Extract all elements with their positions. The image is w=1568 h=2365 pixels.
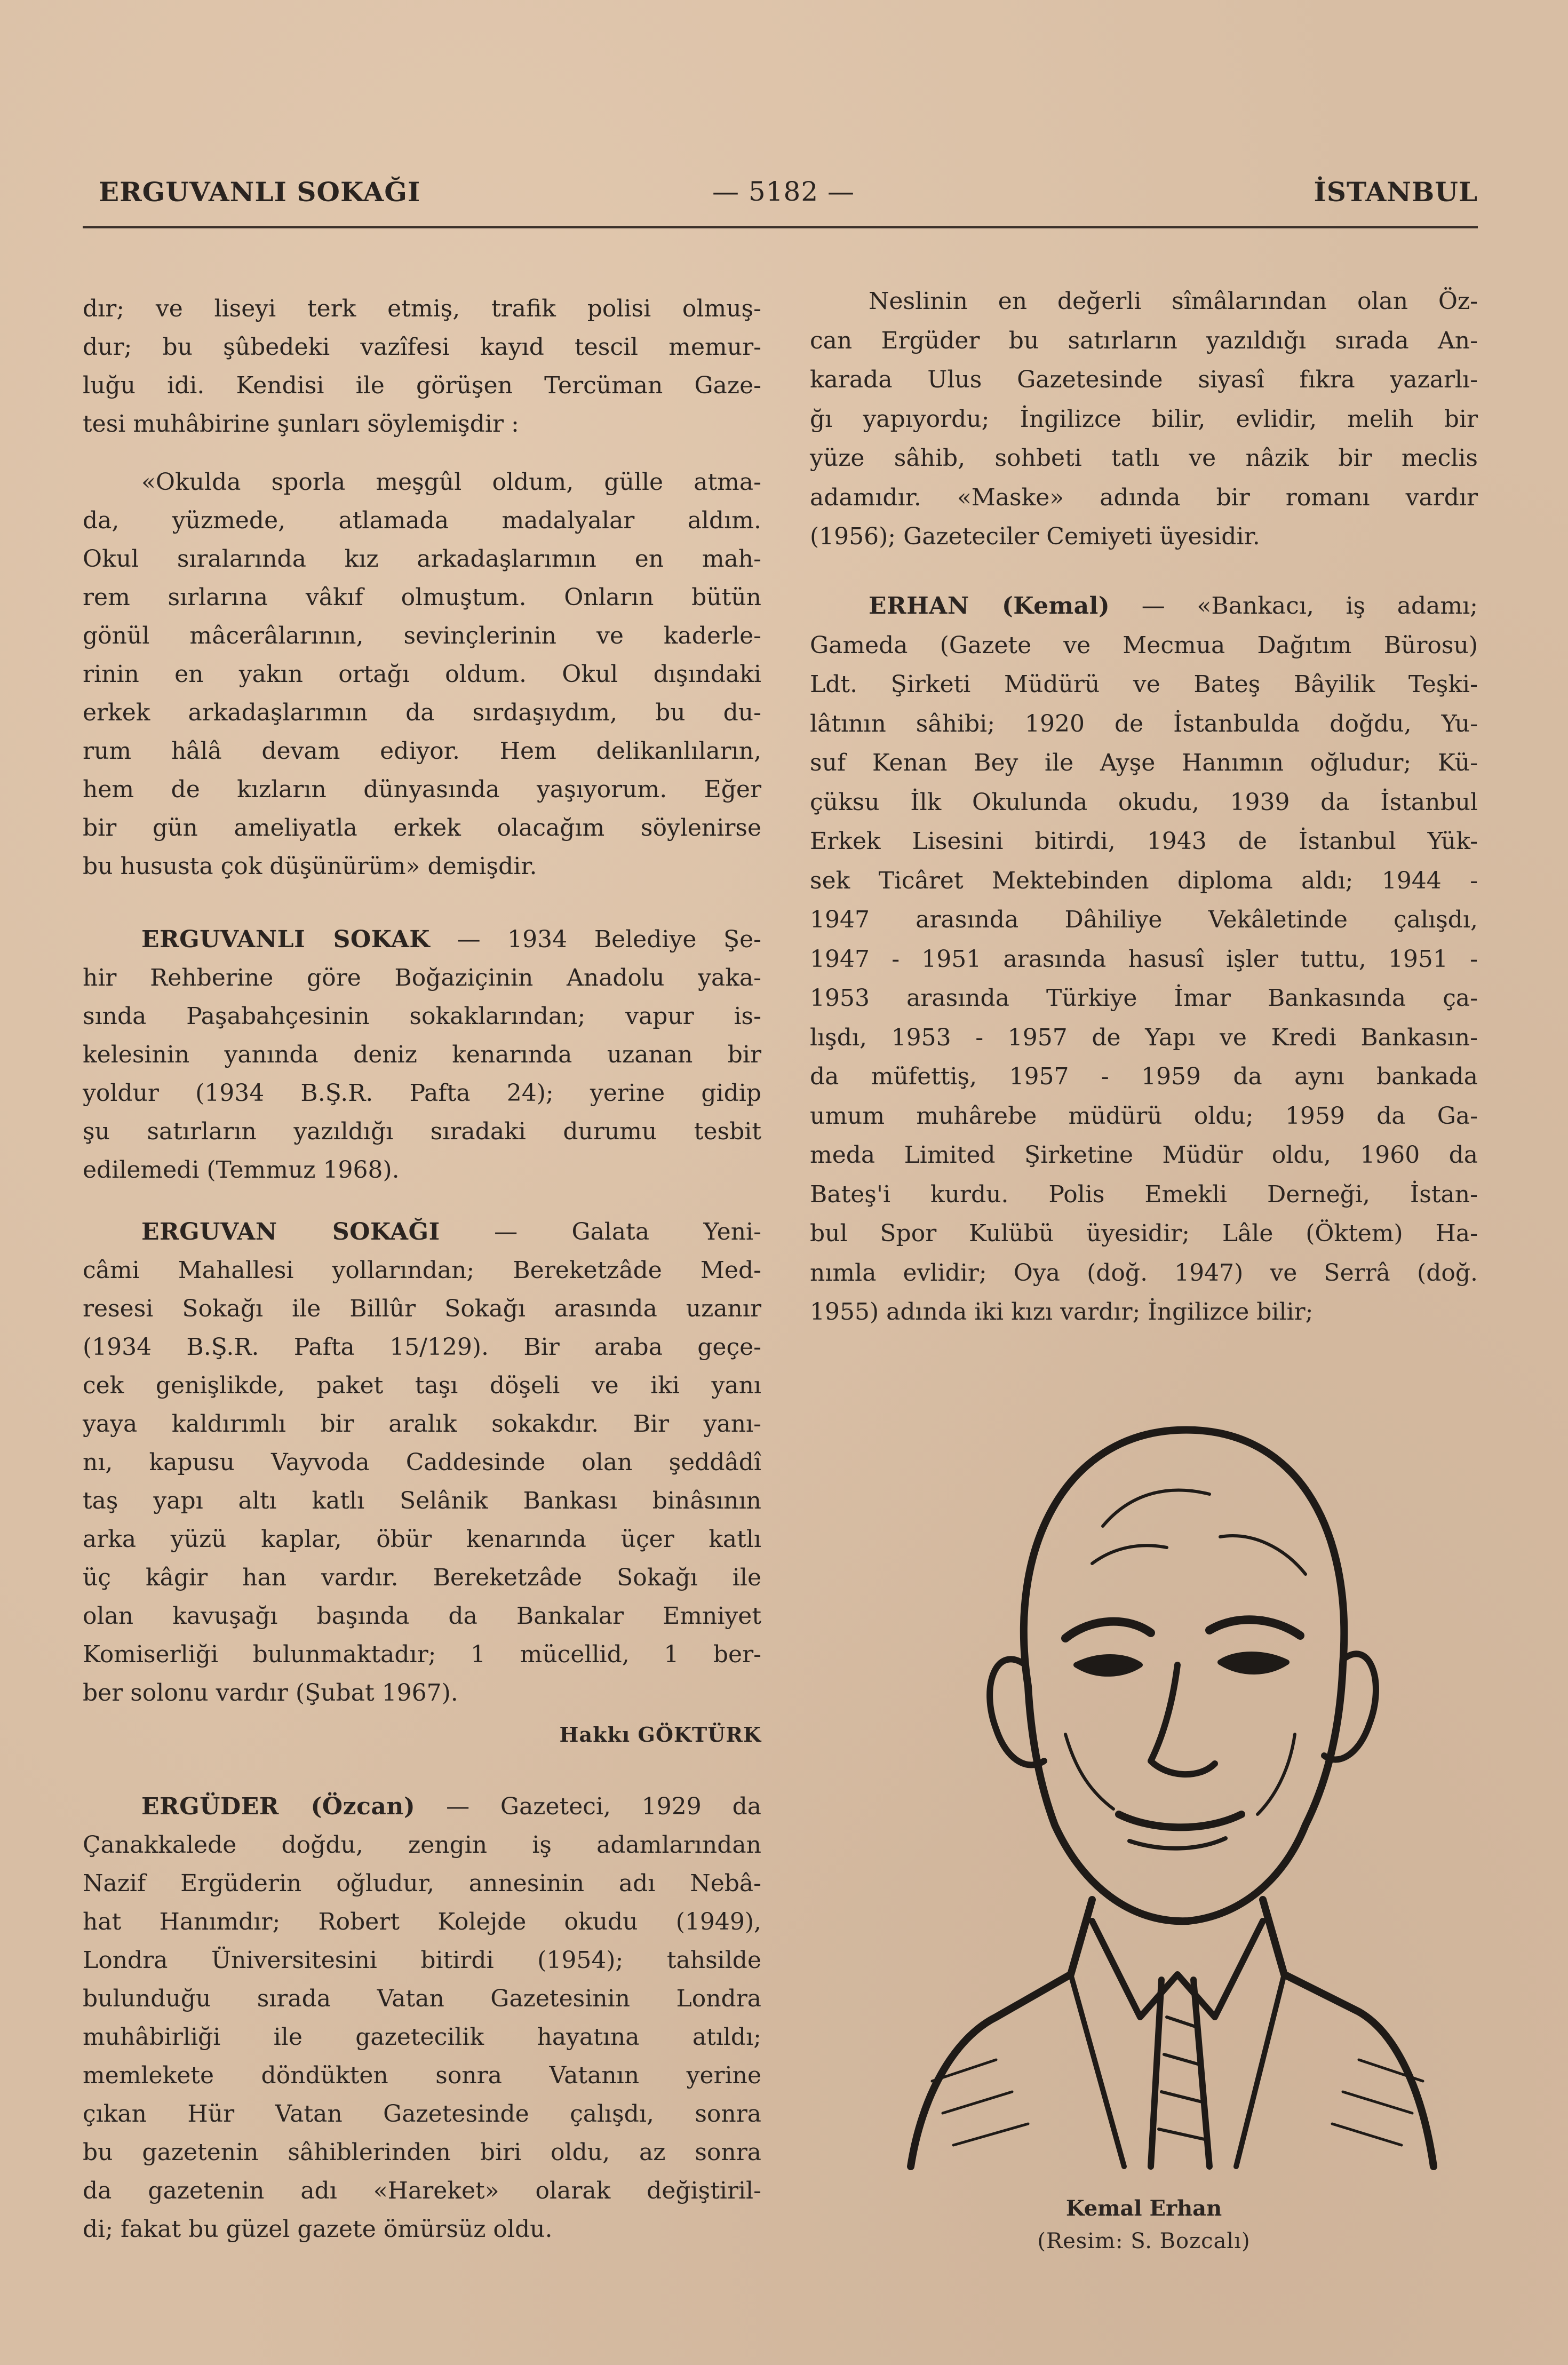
text-line: dur; bu şûbedeki vazîfesi kayıd tescil memur- xyxy=(83,334,761,361)
text-line: hir Rehberine göre Boğaziçinin Anadolu yaka- xyxy=(83,964,761,991)
text-line: da gazetenin adı «Hareket» olarak değiştiril- xyxy=(83,2177,761,2204)
text-line: Gameda (Gazete ve Mecmua Dağıtım Bürosu) xyxy=(810,631,1478,659)
text-line: dır; ve liseyi terk etmiş, trafik polisi olmuş- xyxy=(83,295,761,322)
text-line: (1934 B.Ş.R. Pafta 15/129). Bir araba geçe- xyxy=(83,1334,761,1361)
text-line: cek genişlikde, paket taşı döşeli ve iki yanı xyxy=(83,1372,761,1399)
portrait-illustration xyxy=(889,1387,1447,2172)
text-line: da, yüzmede, atlamada madalyalar aldım. xyxy=(83,507,761,534)
entry-erguvan-sokagi xyxy=(83,1213,761,1712)
text-line: çüksu İlk Okulunda okudu, 1939 da İstanbul xyxy=(810,788,1478,816)
entry-text: — Gazeteci, 1929 da xyxy=(415,1793,762,1820)
text-line: luğu idi. Kendisi ile görüşen Tercüman Gaze- xyxy=(83,372,761,399)
text-line: 1953 arasında Türkiye İmar Bankasında ça- xyxy=(810,985,1478,1012)
text-line: suf Kenan Bey ile Ayşe Hanımın oğludur; Kü- xyxy=(810,749,1478,776)
text-line: tesi muhâbirine şunları söylemişdir : xyxy=(83,410,519,438)
text-line: umum muhârebe müdürü oldu; 1959 da Ga- xyxy=(810,1102,1478,1130)
text-line: bul Spor Kulübü üyesidir; Lâle (Öktem) Ha- xyxy=(810,1220,1478,1247)
text-line: sek Ticâret Mektebinden diploma aldı; 1944 - xyxy=(810,867,1478,894)
text-line xyxy=(810,586,1478,626)
text-line: yaya kaldırımlı bir aralık sokakdır. Bir yanı- xyxy=(83,1410,761,1438)
text-line: muhâbirliği ile gazetecilik hayatına atıldı; xyxy=(83,2023,761,2051)
text-line: kelesinin yanında deniz kenarında uzanan bir xyxy=(83,1041,761,1068)
text-line: arka yüzü kaplar, öbür kenarında üçer katlı xyxy=(83,1526,761,1553)
text-line: memlekete döndükten sonra Vatanın yerine xyxy=(83,2062,761,2089)
text-line: da müfettiş, 1957 - 1959 da aynı bankada xyxy=(810,1063,1478,1090)
text-line: hat Hanımdır; Robert Kolejde okudu (1949), xyxy=(83,1908,761,1935)
text-line: yüze sâhib, sohbeti tatlı ve nâzik bir meclis xyxy=(810,445,1478,472)
header-rule xyxy=(83,226,1478,228)
text-line: nımla evlidir; Oya (doğ. 1947) ve Serrâ (doğ. xyxy=(810,1259,1478,1287)
quote-paragraph xyxy=(83,463,761,886)
paragraph xyxy=(83,290,761,443)
text-line xyxy=(83,1213,761,1251)
portrait-caption-name: Kemal Erhan xyxy=(1065,2196,1222,2221)
text-line xyxy=(83,920,761,959)
text-line: Neslinin en değerli sîmâlarından olan Öz- xyxy=(869,288,1478,315)
text-line: olan kavuşağı başında da Bankalar Emniyet xyxy=(83,1602,761,1630)
text-line: hem de kızların dünyasında yaşıyorum. Eğer xyxy=(83,776,761,803)
entry-text: — «Bankacı, iş adamı; xyxy=(1110,592,1478,620)
text-line: 1947 arasında Dâhiliye Vekâletinde çalışdı, xyxy=(810,906,1478,933)
text-line: Çanakkalede doğdu, zengin iş adamlarından xyxy=(83,1831,761,1859)
text-line: Komiserliği bulunmaktadır; 1 mücellid, 1 ber- xyxy=(83,1641,761,1668)
text-line: bir gün ameliyatla erkek olacağım söylenirse xyxy=(83,814,761,842)
entry-erhan xyxy=(810,586,1478,1332)
entry-headword: ERGUVAN SOKAĞI xyxy=(141,1218,440,1245)
text-line: Erkek Lisesini bitirdi, 1943 de İstanbul Yük- xyxy=(810,828,1478,855)
text-line: resesi Sokağı ile Billûr Sokağı arasında uzanır xyxy=(83,1295,761,1322)
page-number: — 5182 — xyxy=(712,176,855,207)
entry-headword: ERGUVANLI SOKAK xyxy=(141,926,431,953)
text-line: şu satırların yazıldığı sıradaki durumu tesbit xyxy=(83,1118,761,1145)
entry-headword: ERHAN (Kemal) xyxy=(869,592,1110,620)
text-line: erkek arkadaşlarımın da sırdaşıydım, bu du- xyxy=(83,699,761,726)
entry-text: — Galata Yeni- xyxy=(440,1218,761,1245)
text-line: nı, kapusu Vayvoda Caddesinde olan şeddâdî xyxy=(83,1449,761,1476)
text-line: gönül mâcerâlarının, sevinçlerinin ve kaderle- xyxy=(83,622,761,649)
text-line: «Okulda sporla meşgûl oldum, gülle atma- xyxy=(141,469,761,496)
running-head-left: ERGUVANLI SOKAĞI xyxy=(99,176,421,208)
text-line: çıkan Hür Vatan Gazetesinde çalışdı, sonra xyxy=(83,2100,761,2128)
text-line: adamıdır. «Maske» adında bir romanı vardır xyxy=(810,483,1478,511)
text-line: Okul sıralarında kız arkadaşlarımın en mah- xyxy=(83,545,761,573)
text-line: meda Limited Şirketine Müdür oldu, 1960 da xyxy=(810,1141,1478,1169)
text-line: yoldur (1934 B.Ş.R. Pafta 24); yerine gidip xyxy=(83,1080,761,1107)
text-line: rinin en yakın ortağı oldum. Okul dışındaki xyxy=(83,661,761,688)
text-line: 1955) adında iki kızı vardır; İngilizce bilir; xyxy=(810,1298,1314,1326)
text-line: rum hâlâ devam ediyor. Hem delikanlıların, xyxy=(83,737,761,765)
text-line: Ldt. Şirketi Müdürü ve Bateş Bâyilik Teşki- xyxy=(810,671,1478,698)
text-line: 1947 - 1951 arasında hasusî işler tuttu, 1951 - xyxy=(810,945,1478,973)
text-line: câmi Mahallesi yollarından; Bereketzâde Med- xyxy=(83,1257,761,1284)
text-line: rem sırlarına vâkıf olmuştum. Onların bütün xyxy=(83,584,761,611)
paragraph xyxy=(810,282,1478,557)
entry-headword: ERGÜDER (Özcan) xyxy=(141,1793,416,1820)
text-line: bulunduğu sırada Vatan Gazetesinin Londra xyxy=(83,1985,761,2012)
text-line: ber solonu vardır (Şubat 1967). xyxy=(83,1679,458,1707)
text-line: Nazif Ergüderin oğludur, annesinin adı Nebâ- xyxy=(83,1870,761,1897)
text-line: can Ergüder bu satırların yazıldığı sırada An- xyxy=(810,327,1478,354)
entry-erguvanli-sokak xyxy=(83,920,761,1189)
text-line: Londra Üniversitesini bitirdi (1954); tahsilde xyxy=(83,1947,761,1974)
text-line: (1956); Gazeteciler Cemiyeti üyesidir. xyxy=(810,523,1260,550)
entry-text: — 1934 Belediye Şe- xyxy=(430,926,761,953)
text-line: bu hususta çok düşünürüm» demişdir. xyxy=(83,853,537,880)
text-line: taş yapı altı katlı Selânik Bankası binâsının xyxy=(83,1487,761,1514)
text-line xyxy=(83,1788,761,1826)
text-line: sında Paşabahçesinin sokaklarından; vapur is- xyxy=(83,1003,761,1030)
text-line: edilemedi (Temmuz 1968). xyxy=(83,1156,400,1184)
portrait-caption-credit: (Resim: S. Bozcalı) xyxy=(1037,2229,1251,2253)
text-line: bu gazetenin sâhiblerinden biri oldu, az sonra xyxy=(83,2139,761,2166)
text-line: di; fakat bu güzel gazete ömürsüz oldu. xyxy=(83,2216,553,2243)
text-line: karada Ulus Gazetesinde siyasî fıkra yazarlı- xyxy=(810,366,1478,393)
entry-erguder xyxy=(83,1788,761,2249)
author-signature: Hakkı GÖKTÜRK xyxy=(559,1723,761,1747)
text-line: Bateş'i kurdu. Polis Emekli Derneği, İstan- xyxy=(810,1180,1478,1208)
text-line: lâtının sâhibi; 1920 de İstanbulda doğdu, Yu- xyxy=(810,710,1478,737)
text-line: ğı yapıyordu; İngilizce bilir, evlidir, melih bir xyxy=(810,405,1478,433)
text-line: lışdı, 1953 - 1957 de Yapı ve Kredi Bankasın- xyxy=(810,1023,1478,1051)
text-line: üç kâgir han vardır. Bereketzâde Sokağı ile xyxy=(83,1564,761,1591)
running-head-right: İSTANBUL xyxy=(1314,176,1478,208)
